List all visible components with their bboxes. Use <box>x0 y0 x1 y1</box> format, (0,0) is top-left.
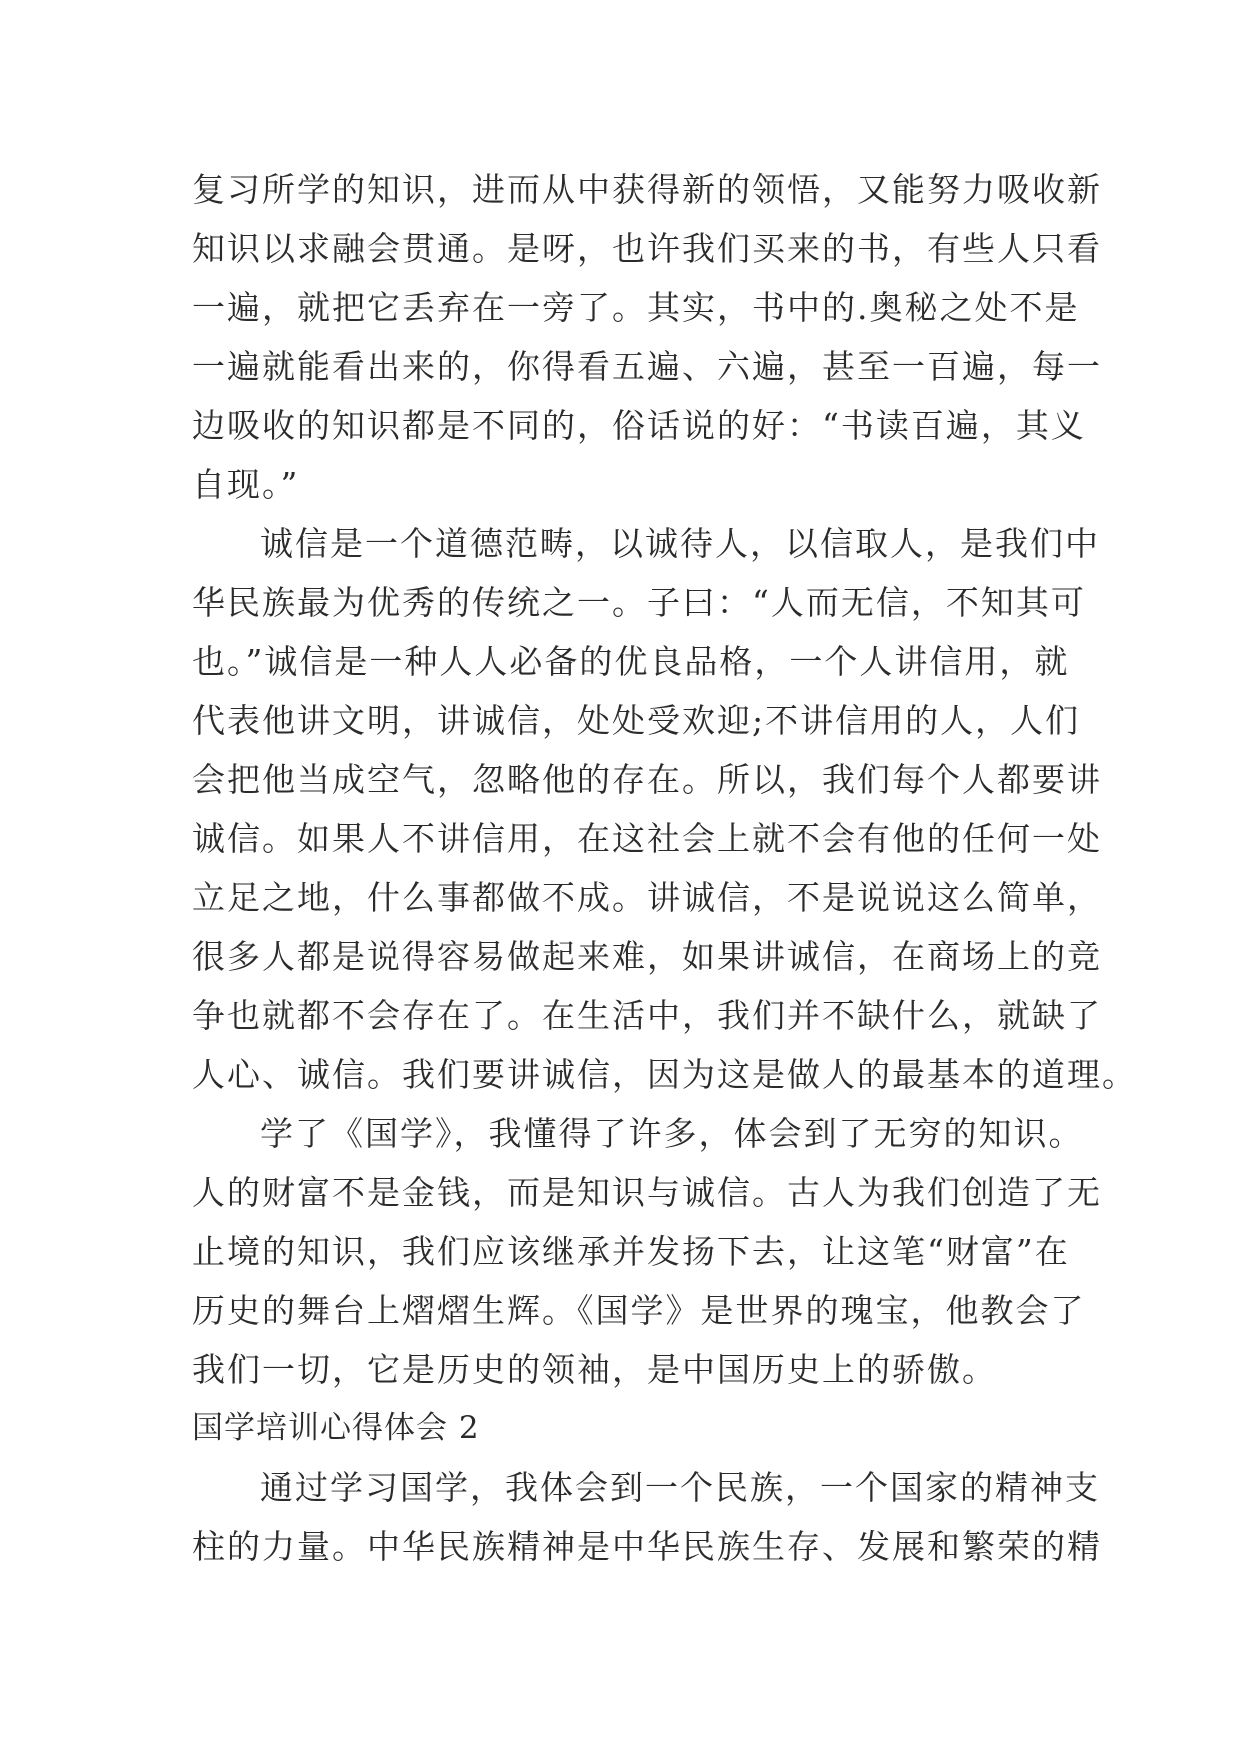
paragraph-line: 立足之地，什么事都做不成。讲诚信，不是说说这么简单， <box>192 878 1102 917</box>
paragraph-line: 诚信是一个道德范畴，以诚待人，以信取人，是我们中 <box>260 524 1100 563</box>
paragraph-line: 柱的力量。中华民族精神是中华民族生存、发展和繁荣的精 <box>192 1527 1102 1566</box>
paragraph-line: 也。”诚信是一种人人必备的优良品格，一个人讲信用，就 <box>192 642 1070 681</box>
paragraph-2 <box>192 514 1137 1104</box>
paragraph-line: 止境的知识，我们应该继承并发扬下去，让这笔“财富”在 <box>192 1232 1070 1271</box>
paragraph-line: 很多人都是说得容易做起来难，如果讲诚信，在商场上的竞 <box>192 937 1102 976</box>
paragraph-line: 代表他讲文明，讲诚信，处处受欢迎;不讲信用的人，人们 <box>192 701 1081 740</box>
paragraph-1 <box>192 160 1102 514</box>
paragraph-line: 历史的舞台上熠熠生辉。《国学》是世界的瑰宝，他教会了 <box>192 1291 1086 1330</box>
paragraph-line: 争也就都不会存在了。在生活中，我们并不缺什么，就缺了 <box>192 996 1102 1035</box>
paragraph-line: 人的财富不是金钱，而是知识与诚信。古人为我们创造了无 <box>192 1173 1102 1212</box>
paragraph-line: 我们一切，它是历史的领袖，是中国历史上的骄傲。 <box>192 1350 997 1389</box>
paragraph-line: 复习所学的知识，进而从中获得新的领悟，又能努力吸收新 <box>192 170 1102 209</box>
paragraph-line: 知识以求融会贯通。是呀，也许我们买来的书，有些人只看 <box>192 229 1102 268</box>
paragraph-line: 一遍，就把它丢弃在一旁了。其实，书中的.奥秘之处不是 <box>192 288 1080 327</box>
paragraph-line: 通过学习国学，我体会到一个民族，一个国家的精神支 <box>260 1468 1100 1507</box>
paragraph-line: 自现。” <box>192 465 300 504</box>
paragraph-line: 华民族最为优秀的传统之一。子曰：“人而无信，不知其可 <box>192 583 1086 622</box>
paragraph-line: 学了《国学》，我懂得了许多，体会到了无穷的知识。 <box>260 1114 1084 1153</box>
paragraph-line: 边吸收的知识都是不同的，俗话说的好：“书读百遍，其义 <box>192 406 1086 445</box>
document-body <box>192 160 1137 1576</box>
paragraph-3 <box>192 1104 1102 1399</box>
paragraph-line: 诚信。如果人不讲信用，在这社会上就不会有他的任何一处 <box>192 819 1102 858</box>
paragraph-4 <box>192 1458 1102 1576</box>
paragraph-line: 会把他当成空气，忽略他的存在。所以，我们每个人都要讲 <box>192 760 1102 799</box>
paragraph-line: 人心、诚信。我们要讲诚信，因为这是做人的最基本的道理。 <box>192 1055 1137 1094</box>
section-heading: 国学培训心得体会 2 <box>192 1410 480 1446</box>
paragraph-line: 一遍就能看出来的，你得看五遍、六遍，甚至一百遍，每一 <box>192 347 1102 386</box>
